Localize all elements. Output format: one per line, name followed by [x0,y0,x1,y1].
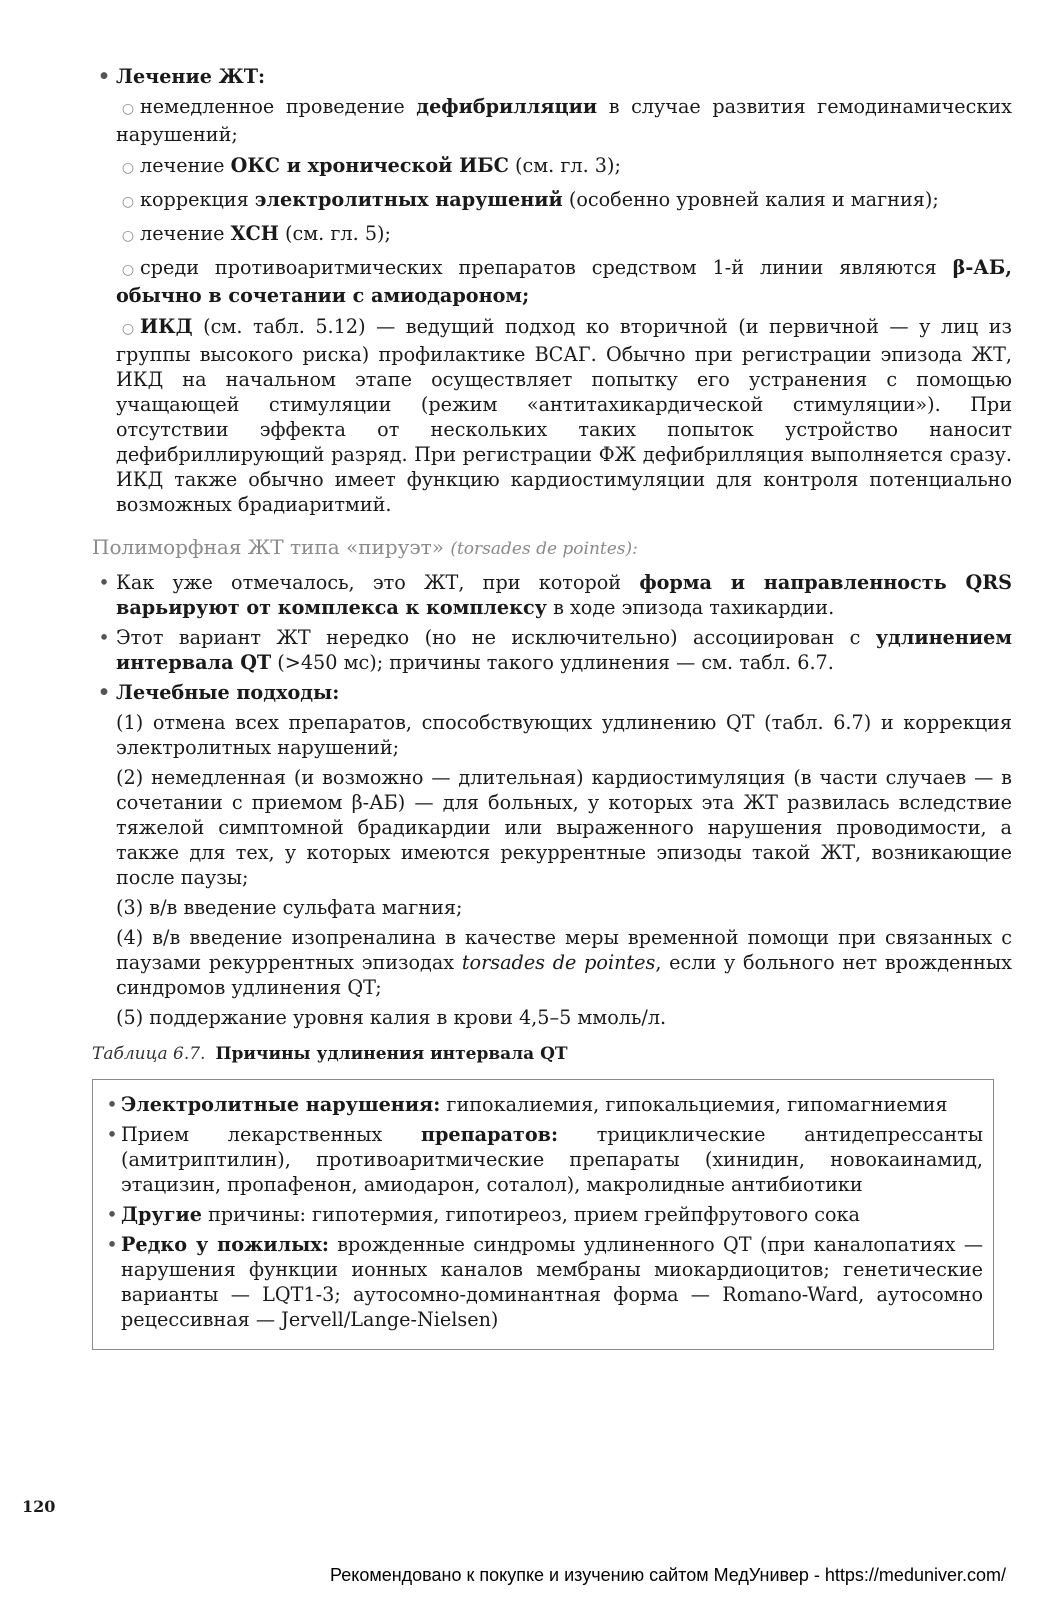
table-row: • Другие причины: гипотермия, гипотиреоз, прием грейпфрутового сока [103,1202,983,1227]
circle-bullet-icon: ○ [121,194,135,210]
numbered-item: (2) немедленная (и возможно — длительная) кардиостимуляция (в части случаев — в сочетании с приемом β-АБ) — для больных, у которых эта ЖТ развилась вследствие тяжелой симптомной брадикардии или выраженного нарушения проводимости, а также для тех, у которых имеются рекуррентные эпизоды такой ЖТ, возникающие после паузы; [116,766,1012,889]
circle-bullet-icon: ○ [121,160,135,176]
circle-bullet-icon: ○ [121,228,135,244]
footer-watermark-text: Рекомендовано к покупке и изучению сайтом МедУнивер - https://meduniver.com/ [330,1565,1006,1585]
circle-bullet-icon: ○ [121,101,135,117]
list-item: ○ коррекция электролитных нарушений (особенно уровней калия и магния); [92,187,1012,215]
table-caption: Таблица 6.7. Причины удлинения интервала QT [92,1044,568,1064]
numbered-item: (4) в/в введение изопреналина в качестве меры временной помощи при связанных с паузами рекуррентных эпизодах torsades de pointes, если у больного нет врожденных синдромов удлинения QT; [116,926,1012,999]
list-item: ○ лечение ХСН (см. гл. 5); [92,221,1012,249]
paragraph-bullet: • Этот вариант ЖТ нередко (но не исключительно) ассоциирован с удлинением интервала QT (>450 мс); причины такого удлинения — см. табл. 6.7. [92,625,1012,675]
list-item: ○ ИКД (см. табл. 5.12) — ведущий подход ко вторичной (и первичной — у лиц из группы высокого риска) профилактике ВСАГ. Обычно при регистрации эпизода ЖТ, ИКД на начальном этапе осуществляет попытку его устранения с помощью учащающей стимуляции (режим «антитахикардической стимуляции»). При отсутствии эффекта от нескольких таких попыток устройство наносит дефибриллирующий разряд. При регистрации ФЖ дефибрилляция выполняется сразу. ИКД также обычно имеет функцию кардиостимуляции для контроля потенциально возможных брадиаритмий. [116,315,1012,516]
numbered-item: (1) отмена всех препаратов, способствующих удлинению QT (табл. 6.7) и коррекция электролитных нарушений; [116,711,1012,759]
page-content [92,64,1012,1350]
table-row: • Редко у пожилых: врожденные синдромы удлиненного QT (при каналопатиях — нарушения функции ионных каналов мембраны миокардиоцитов; генетические варианты — LQT1-3; аутосомно-доминантная форма — Romano-Ward, аутосомно рецессивная — Jervell/Lange-Nielsen) [103,1232,983,1332]
circle-bullet-icon: ○ [121,262,135,278]
table-box [92,1079,994,1350]
list-item: ○ среди противоаритмических препаратов средством 1-й линии являются β-АБ, обычно в сочетании с амиодароном; [116,256,1012,307]
section-title-torsades: Полиморфная ЖТ типа «пируэт» (torsades de pointes): [92,535,638,559]
list-item: ○ лечение ОКС и хронической ИБС (см. гл. 3); [92,153,1012,181]
section-heading-vt-treatment: • Лечение ЖТ: [92,64,1012,89]
paragraph-bullet: • Как уже отмечалось, это ЖТ, при которой форма и направленность QRS варьируют от комплекса к комплексу в ходе эпизода тахикардии. [92,570,1012,620]
table-row: • Электролитные нарушения: гипокалиемия, гипокальциемия, гипомагниемия [103,1092,983,1117]
circle-bullet-icon: ○ [121,321,135,337]
list-item: ○ немедленное проведение дефибрилляции в случае развития гемодинамических нарушений; [116,95,1012,146]
page-number: 120 [22,1497,56,1516]
numbered-item: (3) в/в введение сульфата магния; [116,896,463,919]
section-heading-treatment-approaches: • Лечебные подходы: [92,680,1012,705]
numbered-item: (5) поддержание уровня калия в крови 4,5–5 ммоль/л. [116,1006,667,1029]
table-row: • Прием лекарственных препаратов: трициклические антидепрессанты (амитриптилин), противоаритмические препараты (хинидин, новокаинамид, этацизин, пропафенон, амиодарон, соталол), макролидные антибиотики [103,1122,983,1197]
